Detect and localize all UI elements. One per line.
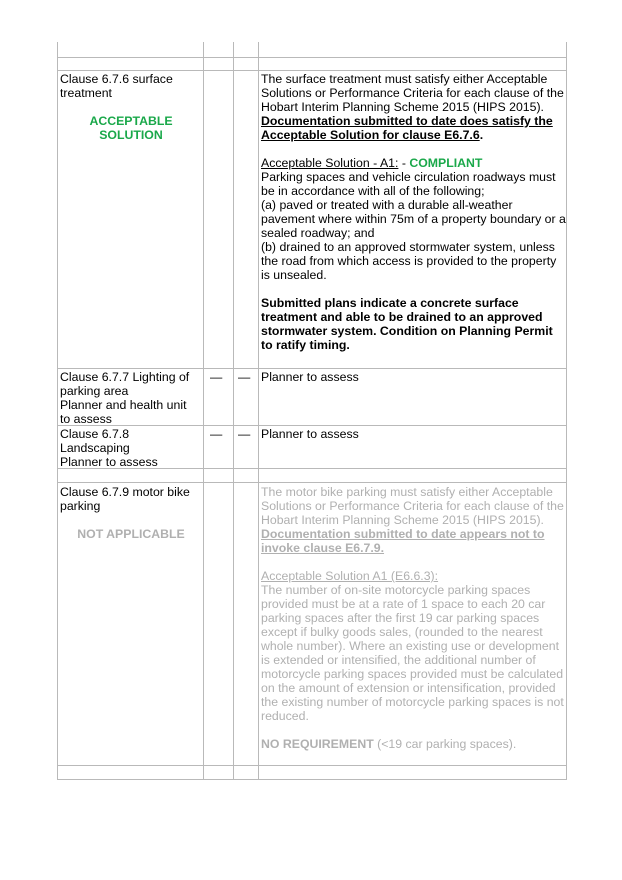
clause-676-req-b: (b) drained to an approved stormwater system, unless the road from which access is provided to the property is unsealed. bbox=[261, 240, 557, 282]
clause-679-doc-statement: Documentation submitted to date appears not to invoke clause E6.7.9. bbox=[261, 527, 545, 555]
table-rule bbox=[57, 482, 567, 483]
clause-679-no-requirement-note: (<19 car parking spaces). bbox=[373, 737, 517, 751]
clause-679-intro: The motor bike parking must satisfy either Acceptable Solutions or Performance Criteria for each clause of the Hobart Interim Planning Scheme 2015 (HIPS 2015). bbox=[261, 485, 564, 527]
clause-678-subtitle: Landscaping bbox=[60, 441, 130, 455]
table-rule bbox=[57, 779, 567, 780]
clause-678-title: Clause 6.7.8 bbox=[60, 427, 130, 441]
clause-676-as-label: Acceptable Solution - A1: bbox=[261, 156, 399, 170]
table-border bbox=[203, 42, 204, 780]
clause-679-label: Clause 6.7.9 motor bike parking bbox=[60, 485, 190, 513]
clause-676-intro: The surface treatment must satisfy either Acceptable Solutions or Performance Criteria for each clause of the Hobart Interim Planning Scheme 2015 (HIPS 2015). bbox=[261, 72, 564, 114]
clause-676-as-sep: - bbox=[398, 156, 410, 170]
table-border bbox=[566, 42, 567, 780]
clause-676-assessment bbox=[261, 72, 566, 352]
clause-677-assessor: Planner and health unit to assess bbox=[60, 398, 187, 426]
clause-677-dash-1: — bbox=[210, 370, 223, 384]
clause-676-req-intro: Parking spaces and vehicle circulation roadways must be in accordance with all of the following; bbox=[261, 170, 556, 198]
table-rule bbox=[57, 765, 567, 766]
table-rule bbox=[57, 57, 567, 58]
clause-678-dash-2: — bbox=[238, 427, 251, 441]
clause-679-assessment bbox=[261, 485, 566, 751]
table-rule bbox=[57, 70, 567, 71]
clause-679-status: NOT APPLICABLE bbox=[77, 527, 185, 541]
clause-678-dash-1: — bbox=[210, 427, 223, 441]
clause-676-status: ACCEPTABLE SOLUTION bbox=[89, 114, 173, 142]
clause-676-conclusion: Submitted plans indicate a concrete surface treatment and able to be drained to an approved stormwater system. Condition on Planning Permit to ratify timing. bbox=[261, 296, 553, 352]
clause-677-label bbox=[60, 370, 198, 426]
clause-676-doc-period: . bbox=[479, 128, 484, 142]
clause-678-note: Planner to assess bbox=[261, 427, 359, 441]
clause-677-title: Clause 6.7.7 Lighting of parking area bbox=[60, 370, 190, 398]
clause-679-no-requirement: NO REQUIREMENT bbox=[261, 737, 374, 751]
clause-676-doc-statement: Documentation submitted to date does satisfy the Acceptable Solution for clause E6.7.6 bbox=[261, 114, 553, 142]
table-border bbox=[57, 42, 58, 780]
table-border bbox=[233, 42, 234, 780]
clause-679-as-label: Acceptable Solution A1 (E6.6.3): bbox=[261, 569, 439, 583]
clause-676-label: Clause 6.7.6 surface treatment bbox=[60, 72, 173, 100]
clause-677-note: Planner to assess bbox=[261, 370, 359, 384]
clause-678-label bbox=[60, 427, 202, 469]
clause-679-requirement: The number of on-site motorcycle parking spaces provided must be at a rate of 1 space to each 20 car parking spaces after the first 19 car parking spaces except if bulky goods sales, (rounded to the nearest whole number). Where an existing use or development is extended or intensified, the additional number of motorcycle parking spaces provided must be calculated on the amount of extension or intensification, provided the existing number of motorcycle parking spaces is not reduced. bbox=[261, 583, 564, 723]
clause-678-assessor: Planner to assess bbox=[60, 455, 158, 469]
clause-677-dash-2: — bbox=[238, 370, 251, 384]
table-rule bbox=[57, 368, 567, 369]
clause-676-compliant-badge: COMPLIANT bbox=[409, 156, 483, 170]
table-border bbox=[258, 42, 259, 780]
clause-676-req-a: (a) paved or treated with a durable all-weather pavement where within 75m of a property boundary or a sealed roadway; and bbox=[261, 198, 566, 240]
